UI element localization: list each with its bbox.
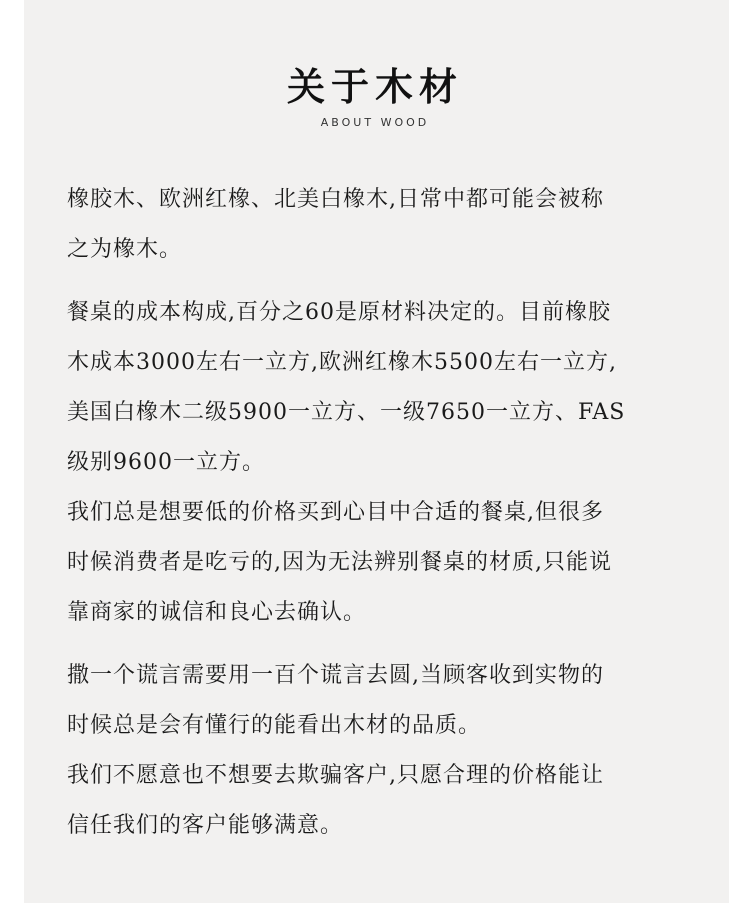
paragraph-cost	[67, 288, 697, 488]
paragraph-consumer	[67, 488, 697, 638]
text-line: 橡胶木、欧洲红橡、北美白橡木,日常中都可能会被称	[67, 187, 604, 212]
text-line: 信任我们的客户能够满意。	[67, 813, 344, 838]
text-line: 木成本3000左右一立方,欧洲红橡木5500左右一立方,	[67, 350, 617, 375]
paragraph-promise	[67, 751, 697, 851]
page-subtitle: ABOUT WOOD	[320, 116, 430, 129]
page-title: 关于木材	[286, 64, 463, 109]
text-line: 之为橡木。	[67, 237, 183, 262]
paragraph-honesty	[67, 651, 697, 751]
text-line: 时候总是会有懂行的能看出木材的品质。	[67, 713, 482, 738]
text-line: 我们总是想要低的价格买到心目中合适的餐桌,但很多	[67, 500, 604, 525]
text-line: 时候消费者是吃亏的,因为无法辨别餐桌的材质,只能说	[67, 550, 612, 575]
text-line: 撒一个谎言需要用一百个谎言去圆,当顾客收到实物的	[67, 663, 604, 688]
text-line: 级别9600一立方。	[67, 450, 265, 475]
text-line: 餐桌的成本构成,百分之60是原材料决定的。目前橡胶	[67, 300, 611, 325]
text-line: 我们不愿意也不想要去欺骗客户,只愿合理的价格能让	[67, 763, 604, 788]
text-line: 美国白橡木二级5900一立方、一级7650一立方、FAS	[67, 400, 626, 425]
paragraph-wood-types	[67, 175, 697, 275]
text-line: 靠商家的诚信和良心去确认。	[67, 600, 367, 625]
